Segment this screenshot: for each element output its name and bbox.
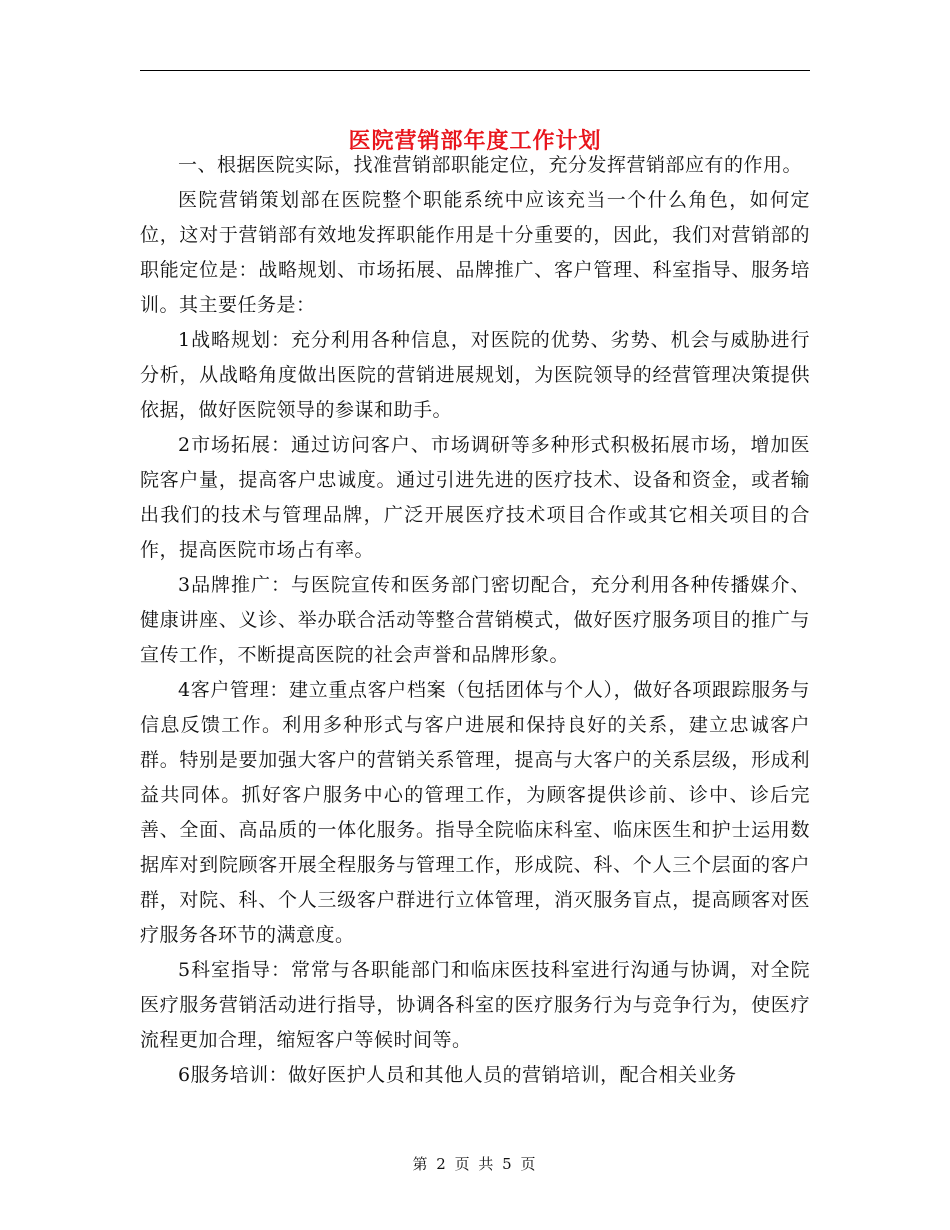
document-body <box>140 148 810 1093</box>
paragraph-market-expansion: 2市场拓展：通过访问客户、市场调研等多种形式积极拓展市场，增加医院客户量，提高客户忠诚度。通过引进先进的医疗技术、设备和资金，或者输出我们的技术与管理品牌，广泛开展医疗技术项目合作或其它相关项目的合作，提高医院市场占有率。 <box>140 434 810 561</box>
paragraph-department-guidance: 5科室指导：常常与各职能部门和临床医技科室进行沟通与协调，对全院医疗服务营销活动进行指导，协调各科室的医疗服务行为与竞争行为，使医疗流程更加合理，缩短客户等候时间等。 <box>140 959 810 1051</box>
paragraph-service-training: 6服务培训：做好医护人员和其他人员的营销培训，配合相关业务 <box>178 1064 737 1086</box>
header-rule <box>140 70 810 71</box>
paragraph-customer-management: 4客户管理：建立重点客户档案（包括团体与个人），做好各项跟踪服务与信息反馈工作。利用多种形式与客户进展和保持良好的关系，建立忠诚客户群。特别是要加强大客户的营销关系管理，提高与大客户的关系层级，形成利益共同体。抓好客户服务中心的管理工作，为顾客提供诊前、诊中、诊后完善、全面、高品质的一体化服务。指导全院临床科室、临床医生和护士运用数据库对到院顾客开展全程服务与管理工作，形成院、科、个人三个层面的客户群，对院、科、个人三级客户群进行立体管理，消灭服务盲点，提高顾客对医疗服务各环节的满意度。 <box>140 679 810 946</box>
paragraph-role-intro: 医院营销策划部在医院整个职能系统中应该充当一个什么角色，如何定位，这对于营销部有效地发挥职能作用是十分重要的，因此，我们对营销部的职能定位是：战略规划、市场拓展、品牌推广、客户管理、科室指导、服务培训。其主要任务是： <box>140 189 810 316</box>
paragraph-section-1: 一、根据医院实际，找准营销部职能定位，充分发挥营销部应有的作用。 <box>178 154 803 176</box>
page-number: 第 2 页 共 5 页 <box>412 1155 538 1173</box>
document-title: 医院营销部年度工作计划 <box>348 127 602 154</box>
paragraph-brand-promotion: 3品牌推广：与医院宣传和医务部门密切配合，充分利用各种传播媒介、健康讲座、义诊、举办联合活动等整合营销模式，做好医疗服务项目的推广与宣传工作，不断提高医院的社会声誉和品牌形象。 <box>140 574 810 666</box>
paragraph-strategy-planning: 1战略规划：充分利用各种信息，对医院的优势、劣势、机会与威胁进行分析，从战略角度做出医院的营销进展规划，为医院领导的经营管理决策提供依据，做好医院领导的参谋和助手。 <box>140 329 810 421</box>
